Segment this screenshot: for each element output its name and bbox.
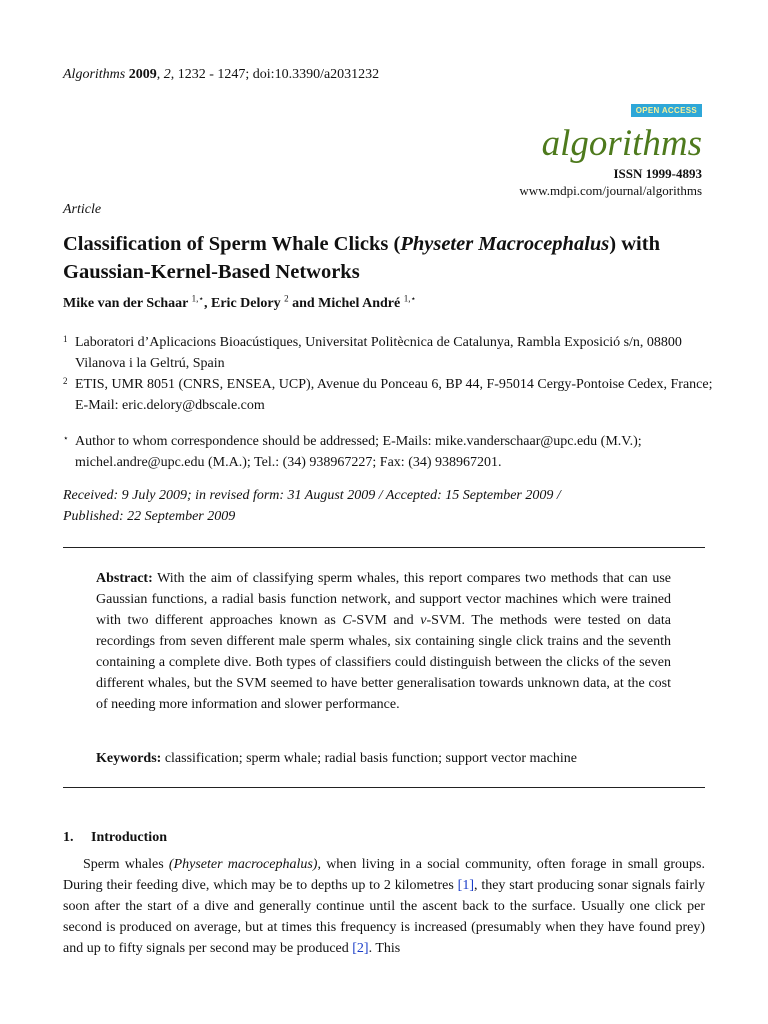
abstract [96, 568, 671, 715]
intro-paragraph [63, 854, 705, 959]
article-type: Article [63, 202, 102, 217]
affiliation-2 [63, 374, 713, 416]
journal-logo-text: algorithms [541, 123, 702, 164]
intro-text: Sperm whales [83, 857, 169, 872]
author-affiliation-mark: 1,⋆ [403, 293, 417, 304]
reference-link-2[interactable]: [2] [352, 941, 369, 956]
author-affiliation-mark: 1,⋆ [191, 293, 204, 304]
dates-line-2: Published: 22 September 2009 [63, 509, 236, 524]
title-species: Physeter Macrocephalus [400, 233, 610, 255]
author-name: Michel André [318, 296, 401, 311]
keywords [96, 751, 577, 767]
affiliation-1 [63, 332, 713, 374]
author-separator: , [204, 296, 211, 311]
affiliation-mark: ⋆ [63, 433, 69, 443]
citation-line: Algorithms 2009, 2, 1232 - 1247; doi:10.3390/a2031232 [63, 67, 380, 82]
affiliation-mark: 2 [63, 376, 68, 386]
affiliation-text: Author to whom correspondence should be addressed; E-Mails: mike.vanderschaar@upc.edu (M.V.); michel.andre@upc.edu (M.A.); Tel.: (34) 938967227; Fax: (34) 938967201. [75, 434, 642, 470]
abstract-text: -SVM. The methods were tested on data recordings from seven different male sperm whales, six containing single click trains and the seventh containing a complete dive. Both types of classifiers could distinguish between the clicks of the seven different whales, but the SVM seemed to have better generalisation towards unknown data, at the cost of needing more information and slower performance. [96, 613, 671, 712]
author-name: Eric Delory [211, 296, 281, 311]
section-heading [63, 830, 167, 846]
citation-volume: 2 [163, 67, 171, 82]
intro-species: (Physeter macrocephalus) [168, 857, 318, 872]
publication-dates [63, 485, 561, 527]
title-part-2: ) with Gaussian-Kernel-Based Networks [63, 233, 660, 283]
author-list [63, 293, 417, 312]
title-part-1: Classification of Sperm Whale Clicks ( [63, 233, 401, 255]
intro-text: , when living in a social community, often forage in small groups. During their feeding dive, which may be to depths up to 2 kilometres [63, 857, 705, 893]
journal-url: www.mdpi.com/journal/algorithms [519, 183, 702, 198]
affiliation-text: ETIS, UMR 8051 (CNRS, ENSEA, UCP), Avenue du Ponceau 6, BP 44, F-95014 Cergy-Pontoise Cedex, France; E-Mail: eric.delory@dbscale.com [75, 377, 713, 413]
author-affiliation-mark: 2 [284, 293, 289, 304]
citation-rest: , 1232 - 1247; doi:10.3390/a2031232 [170, 67, 380, 82]
abstract-text: -SVM and [351, 613, 421, 628]
affiliation-text: Laboratori d’Aplicacions Bioacústiques, Universitat Politècnica de Catalunya, Rambla Exposició s/n, 08800 Vilanova i la Geltrú, Spain [75, 335, 682, 371]
affiliation-mark: 1 [63, 334, 68, 344]
issn: ISSN 1999-4893 [613, 166, 702, 181]
keywords-text: classification; sperm whale; radial basis function; support vector machine [161, 751, 577, 766]
reference-link-1[interactable]: [1] [457, 878, 474, 893]
citation-year: 2009 [128, 67, 157, 82]
keywords-label: Keywords: [96, 751, 162, 766]
section-number: 1. [63, 830, 74, 845]
author-name: Mike van der Schaar [63, 296, 189, 311]
divider-bottom [63, 787, 705, 788]
intro-text: , they start producing sonar signals fairly soon after the start of a dive and generally continue until the ascent back to the surface. Usually one click per second is produced on average, but at times this frequency is increased (presumably when they have found prey) and up to fifty signals per second may be produced [63, 878, 705, 956]
abstract-text: With the aim of classifying sperm whales, this report compares two methods that can use Gaussian functions, a radial basis function network, and support vector machines which were trained with two different approaches known as [96, 571, 671, 628]
intro-text: . This [368, 941, 401, 956]
nu-symbol: ν [420, 613, 427, 628]
paper-title [63, 230, 713, 286]
open-access-badge: OPEN ACCESS [631, 104, 702, 117]
abstract-label: Abstract: [96, 571, 153, 586]
author-separator: and [288, 296, 319, 311]
divider-top [63, 547, 705, 548]
dates-line-1: Received: 9 July 2009; in revised form: 31 August 2009 / Accepted: 15 September 2009 / [63, 488, 561, 503]
section-title: Introduction [91, 830, 167, 845]
correspondence-note [63, 431, 713, 473]
c-symbol: C [342, 613, 352, 628]
citation-journal: Algorithms [63, 67, 126, 82]
